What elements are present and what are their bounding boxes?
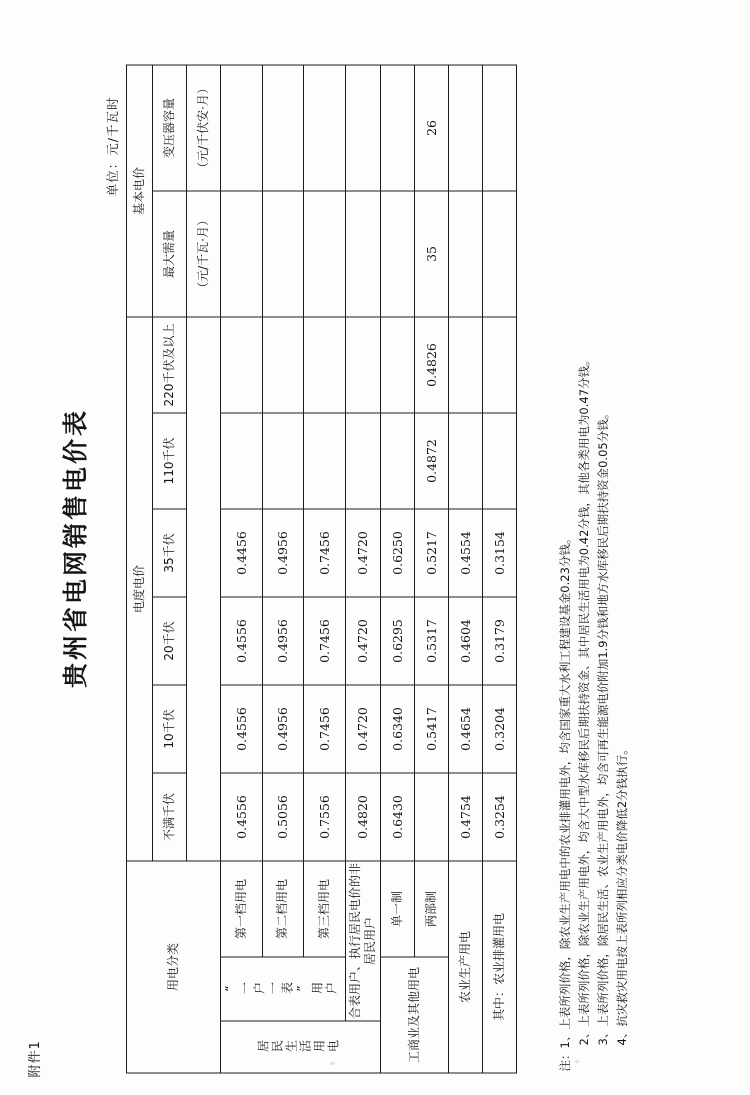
cell-value: 0.4720 xyxy=(346,596,381,684)
cell-value: 0.3204 xyxy=(483,684,517,772)
electricity-price-table xyxy=(126,64,517,1073)
cell-value: 35 xyxy=(415,190,449,316)
cell-value: 0.5056 xyxy=(262,772,304,860)
cell-value: 0.4956 xyxy=(262,596,304,684)
scan-speck xyxy=(330,1062,335,1065)
cell-value xyxy=(346,190,381,316)
cell-value xyxy=(346,412,381,508)
table-row xyxy=(415,64,449,1072)
cell-value: 0.4956 xyxy=(262,508,304,596)
cell-value xyxy=(221,412,263,508)
cell-value xyxy=(381,190,415,316)
note-item-4-line xyxy=(613,71,632,1071)
table-row xyxy=(221,64,263,1072)
cell-value xyxy=(221,316,263,412)
cell-value xyxy=(381,412,415,508)
cell-value: 0.7556 xyxy=(304,772,346,860)
cell-value: 0.4556 xyxy=(221,772,263,860)
cell-value: 0.4872 xyxy=(415,412,449,508)
cell-value: 0.5317 xyxy=(415,596,449,684)
cell-value xyxy=(262,190,304,316)
cell-value xyxy=(381,64,415,190)
note-item-4: 4、抗灾救灾用电按上表所列相应分类电价降低2分钱执行。 xyxy=(614,742,629,1045)
cell-value xyxy=(304,190,346,316)
cell-value: 0.4720 xyxy=(346,508,381,596)
cell-value xyxy=(415,772,449,860)
cell-value xyxy=(346,64,381,190)
attachment-label: 附件1 xyxy=(28,1039,43,1077)
cell-value xyxy=(346,316,381,412)
header-col-2: 20千伏 xyxy=(153,596,187,684)
cell-value: 0.4554 xyxy=(449,508,483,596)
cell-value xyxy=(262,64,304,190)
header-basic-price-group: 基本电价 xyxy=(127,64,153,316)
cell-value xyxy=(304,64,346,190)
row-label-tier2: 第二档用电 xyxy=(262,860,304,956)
cell-value xyxy=(262,412,304,508)
table-row xyxy=(381,64,415,1072)
header-col-5: 220千伏及以上 xyxy=(153,316,187,412)
table-row xyxy=(483,64,517,1072)
header-col-1: 10千伏 xyxy=(153,684,187,772)
page-title: 贵州省电网销售电价表 xyxy=(61,407,90,688)
cell-value: 0.7456 xyxy=(304,684,346,772)
header-basic-unit-1: （元/千伏安·月） xyxy=(187,64,221,190)
section-label-residential: 居民生活用电 xyxy=(221,1021,381,1073)
table-row xyxy=(304,64,346,1072)
group-label-one-household-one-meter: “一户一表”用户 xyxy=(221,957,346,1021)
cell-value: 0.6430 xyxy=(381,772,415,860)
cell-value: 0.7456 xyxy=(304,596,346,684)
section-label-irrigation: 其中：农业排灌用电 xyxy=(483,860,517,1072)
cell-value: 0.7456 xyxy=(304,508,346,596)
cell-value: 0.4826 xyxy=(415,316,449,412)
note-item-3: 3、上表所列价格，除居民生活、农业生产用电外，均含可再生能源电价附加1.9分钱和地方水库移民后期扶持资金0.05分钱。 xyxy=(595,407,610,1045)
note-item-1: 1、上表所列价格，除农业生产用电中的农业排灌用电外，均含国家重大水利工程建设基金0.23分钱。 xyxy=(558,532,572,1048)
unit-label: 单位：元/千瓦时 xyxy=(105,96,120,196)
header-basic-unit-0: （元/千瓦·月） xyxy=(187,190,221,316)
header-category: 用电分类 xyxy=(127,860,221,1072)
row-label-single-tariff: 单一制 xyxy=(381,860,415,956)
cell-value xyxy=(304,316,346,412)
header-col-4: 110千伏 xyxy=(153,412,187,508)
cell-value xyxy=(221,190,263,316)
cell-value xyxy=(304,412,346,508)
scan-speck xyxy=(575,1060,579,1063)
cell-value: 0.4754 xyxy=(449,772,483,860)
cell-value xyxy=(449,316,483,412)
cell-value xyxy=(483,412,517,508)
cell-value: 0.4720 xyxy=(346,684,381,772)
cell-value xyxy=(483,190,517,316)
cell-value: 0.4604 xyxy=(449,596,483,684)
cell-value: 0.4654 xyxy=(449,684,483,772)
section-label-commercial: 工商业及其他用电 xyxy=(381,957,449,1073)
section-label-agriculture: 农业生产用电 xyxy=(449,860,483,1072)
cell-value xyxy=(449,64,483,190)
header-col-0: 不满千伏 xyxy=(153,772,187,860)
cell-value xyxy=(221,64,263,190)
cell-value: 0.6295 xyxy=(381,596,415,684)
table-row xyxy=(449,64,483,1072)
header-basic-col-0: 最大需量 xyxy=(153,190,187,316)
row-label-tier3: 第三档用电 xyxy=(304,860,346,956)
note-prefix: 注： xyxy=(558,1048,572,1071)
header-col-3: 35千伏 xyxy=(153,508,187,596)
cell-value xyxy=(483,64,517,190)
cell-value xyxy=(449,190,483,316)
cell-value: 26 xyxy=(415,64,449,190)
cell-value: 0.4820 xyxy=(346,772,381,860)
note-prefix-line xyxy=(556,71,575,1071)
cell-value: 0.4456 xyxy=(221,508,263,596)
cell-value xyxy=(449,412,483,508)
cell-value: 0.3254 xyxy=(483,772,517,860)
table-row xyxy=(262,64,304,1072)
notes-block xyxy=(556,71,632,1071)
cell-value: 0.3154 xyxy=(483,508,517,596)
group-label-combined-meter: 合表用户、执行居民电价的非居民用户 xyxy=(346,860,381,1020)
cell-value xyxy=(381,316,415,412)
header-energy-price-group: 电度电价 xyxy=(127,316,153,860)
table-row xyxy=(346,64,381,1072)
cell-value: 0.3179 xyxy=(483,596,517,684)
cell-value: 0.5217 xyxy=(415,508,449,596)
note-item-2: 2、上表所列价格，除农业生产用电外，均含大中型水库移民后期扶持资金、其中居民生活用电为0.42分钱，其他各类用电为0.47分钱。 xyxy=(576,353,591,1045)
cell-value: 0.4956 xyxy=(262,684,304,772)
cell-value: 0.4556 xyxy=(221,596,263,684)
cell-value: 0.6340 xyxy=(381,684,415,772)
row-label-two-part-tariff: 两部制 xyxy=(415,860,449,956)
cell-value: 0.4556 xyxy=(221,684,263,772)
row-label-tier1: 第一档用电 xyxy=(221,860,263,956)
header-basic-col-1: 变压器容量 xyxy=(153,64,187,190)
note-item-3-line xyxy=(594,71,613,1071)
cell-value: 0.6250 xyxy=(381,508,415,596)
note-item-2-line xyxy=(575,71,594,1071)
cell-value xyxy=(483,316,517,412)
cell-value xyxy=(262,316,304,412)
cell-value: 0.5417 xyxy=(415,684,449,772)
